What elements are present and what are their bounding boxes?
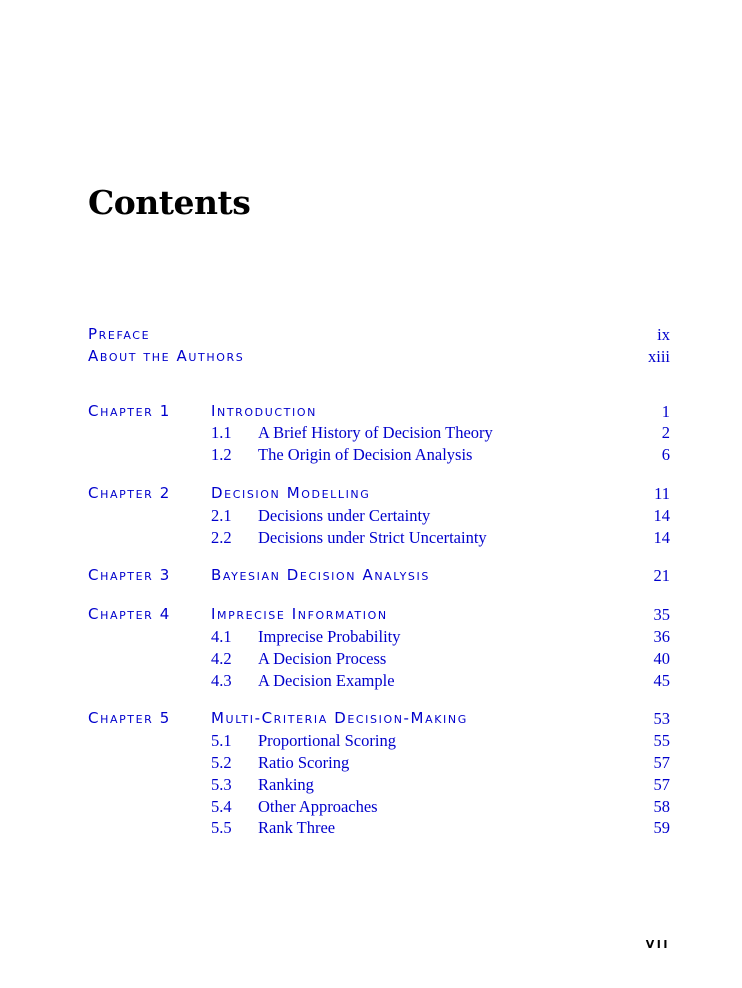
toc-section-5-1[interactable] bbox=[88, 730, 670, 752]
section-title: A Decision Example bbox=[258, 670, 395, 690]
section-number: 2.1 bbox=[211, 505, 232, 525]
chapter-label: Chapter 1 bbox=[88, 401, 171, 420]
toc-entry-preface[interactable] bbox=[88, 324, 670, 346]
section-number: 5.5 bbox=[211, 818, 232, 838]
toc-chapter-3[interactable] bbox=[88, 565, 670, 587]
toc-section-1-2[interactable] bbox=[88, 444, 670, 466]
section-page: 2 bbox=[661, 423, 670, 443]
section-title: Decisions under Strict Uncertainty bbox=[258, 527, 487, 547]
section-title: A Brief History of Decision Theory bbox=[258, 423, 493, 443]
toc-entry-page: ix bbox=[657, 325, 670, 344]
toc-section-4-2[interactable] bbox=[88, 648, 670, 670]
section-title: Decisions under Certainty bbox=[258, 505, 431, 525]
section-title: Proportional Scoring bbox=[258, 731, 396, 751]
toc-section-5-4[interactable] bbox=[88, 796, 670, 818]
section-page: 6 bbox=[661, 445, 670, 465]
chapter-page: 21 bbox=[653, 566, 670, 586]
section-title: A Decision Process bbox=[258, 648, 387, 668]
chapter-page: 11 bbox=[654, 483, 670, 503]
chapter-label: Chapter 2 bbox=[88, 483, 171, 502]
chapter-page: 35 bbox=[653, 605, 670, 625]
section-title: Ratio Scoring bbox=[258, 752, 350, 772]
section-page: 59 bbox=[653, 818, 670, 838]
section-page: 14 bbox=[653, 505, 670, 525]
toc-section-4-1[interactable] bbox=[88, 626, 670, 648]
section-number: 1.1 bbox=[211, 423, 232, 443]
section-title: Ranking bbox=[258, 774, 314, 794]
section-number: 4.2 bbox=[211, 648, 232, 668]
section-number: 2.2 bbox=[211, 527, 232, 547]
section-number: 5.1 bbox=[211, 731, 232, 751]
section-title: The Origin of Decision Analysis bbox=[258, 445, 473, 465]
chapter-label: Chapter 5 bbox=[88, 709, 171, 728]
chapter-title: Multi-Criteria Decision-Making bbox=[211, 709, 468, 728]
chapter-label: Chapter 4 bbox=[88, 605, 171, 624]
toc-entry-label: Preface bbox=[88, 325, 151, 343]
toc-section-5-3[interactable] bbox=[88, 774, 670, 796]
chapter-label: Chapter 3 bbox=[88, 566, 171, 585]
section-number: 5.2 bbox=[211, 752, 232, 772]
chapter-title: Decision Modelling bbox=[211, 483, 371, 502]
section-title: Rank Three bbox=[258, 818, 336, 838]
section-page: 57 bbox=[653, 752, 670, 772]
chapter-title: Bayesian Decision Analysis bbox=[211, 566, 430, 585]
section-page: 57 bbox=[653, 774, 670, 794]
toc-entry-page: xiii bbox=[647, 346, 670, 366]
chapter-title: Imprecise Information bbox=[211, 605, 388, 624]
section-number: 1.2 bbox=[211, 445, 232, 465]
section-page: 45 bbox=[653, 670, 670, 690]
table-of-contents bbox=[88, 324, 670, 839]
chapter-title: Introduction bbox=[211, 401, 317, 420]
toc-entry-label: About the Authors bbox=[88, 346, 245, 365]
page-title: Contents bbox=[88, 183, 251, 222]
section-number: 5.4 bbox=[211, 796, 232, 816]
toc-section-4-3[interactable] bbox=[88, 670, 670, 692]
toc-section-5-2[interactable] bbox=[88, 752, 670, 774]
section-page: 58 bbox=[653, 796, 670, 816]
section-title: Imprecise Probability bbox=[258, 626, 401, 646]
toc-section-5-5[interactable] bbox=[88, 817, 670, 839]
toc-chapter-4[interactable] bbox=[88, 604, 670, 626]
section-page: 36 bbox=[653, 626, 670, 646]
chapter-page: 53 bbox=[653, 709, 670, 729]
section-number: 4.1 bbox=[211, 626, 232, 646]
page-folio: vii bbox=[645, 934, 670, 952]
toc-chapter-1[interactable] bbox=[88, 401, 670, 423]
chapter-page: 1 bbox=[661, 401, 670, 421]
section-number: 5.3 bbox=[211, 774, 232, 794]
toc-chapter-2[interactable] bbox=[88, 483, 670, 505]
section-page: 14 bbox=[653, 527, 670, 547]
toc-section-2-1[interactable] bbox=[88, 505, 670, 527]
toc-entry-about-authors[interactable] bbox=[88, 346, 670, 368]
toc-section-2-2[interactable] bbox=[88, 527, 670, 549]
section-page: 40 bbox=[653, 648, 670, 668]
toc-section-1-1[interactable] bbox=[88, 422, 670, 444]
section-page: 55 bbox=[653, 731, 670, 751]
toc-chapter-5[interactable] bbox=[88, 708, 670, 730]
section-number: 4.3 bbox=[211, 670, 232, 690]
section-title: Other Approaches bbox=[258, 796, 378, 816]
